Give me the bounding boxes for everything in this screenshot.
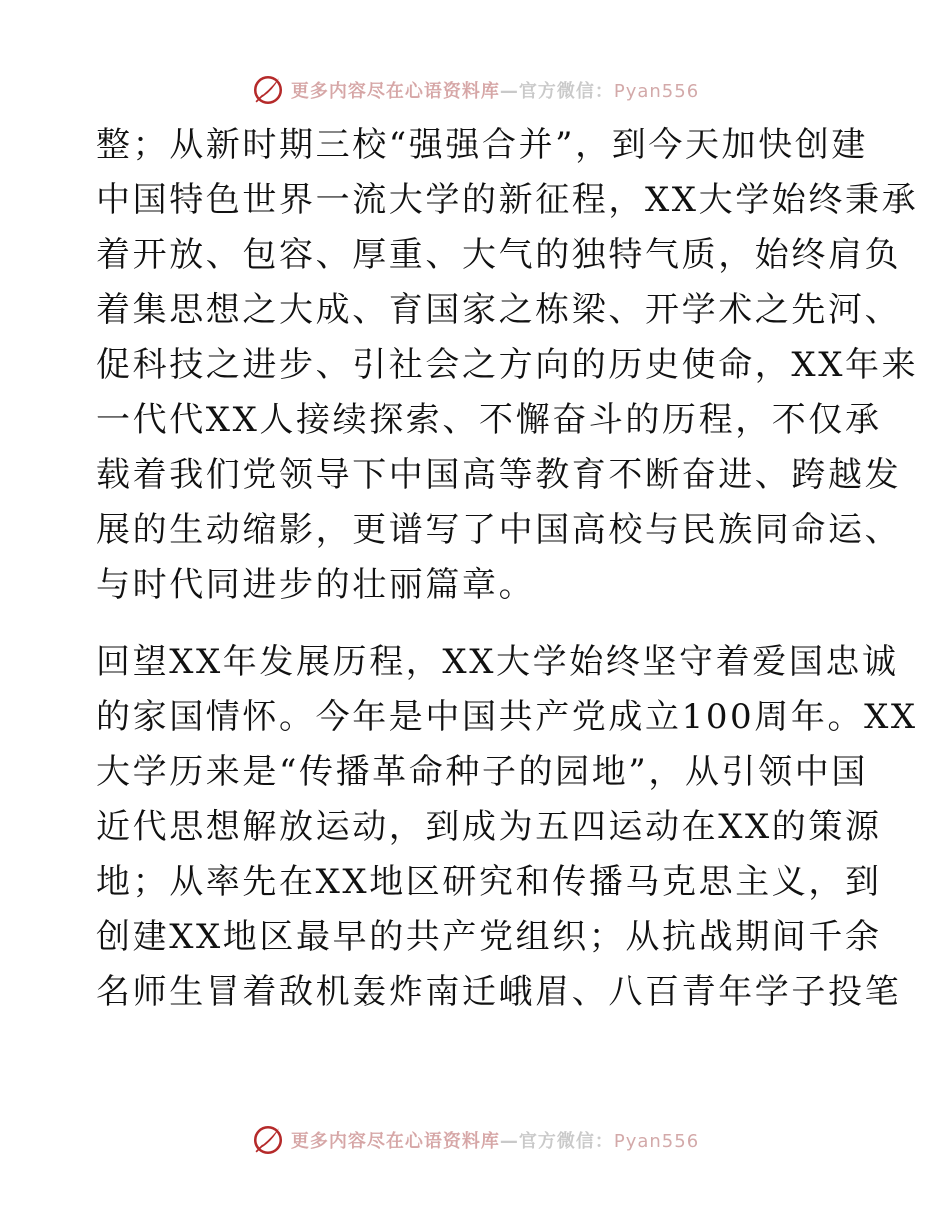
text-line: 的家国情怀。今年是中国共产党成立100周年。XX xyxy=(96,697,918,737)
paragraph-gap xyxy=(96,613,866,635)
text-line: 载着我们党领导下中国高等教育不断奋进、跨越发 xyxy=(96,455,902,495)
text-line: 回望XX年发展历程，XX大学始终坚守着爱国忠诚 xyxy=(96,642,899,682)
header-wechat-label: 官方微信： xyxy=(518,81,614,102)
text-line: 大学历来是“传播革命种子的园地”，从引领中国 xyxy=(96,752,868,792)
text-line: 中国特色世界一流大学的新征程，XX大学始终秉承 xyxy=(96,180,919,220)
text-line: 着集思想之大成、育国家之栋梁、开学术之先河、 xyxy=(96,290,902,330)
document-body xyxy=(96,118,919,1020)
header-wechat-id: Pyan556 xyxy=(613,81,700,102)
quill-logo-icon xyxy=(251,73,285,107)
footer-brand-text: 更多内容尽在心语资料库 xyxy=(290,1131,500,1152)
footer-banner-text xyxy=(291,1127,699,1153)
text-line: 名师生冒着敌机轰炸南迁峨眉、八百青年学子投笔 xyxy=(96,972,902,1012)
text-line: 着开放、包容、厚重、大气的独特气质，始终肩负 xyxy=(96,235,902,275)
paragraph-1 xyxy=(96,118,919,613)
footer-wechat-label: 官方微信： xyxy=(518,1131,614,1152)
footer-wechat-id: Pyan556 xyxy=(613,1131,700,1152)
paragraph-2 xyxy=(96,635,918,1020)
header-separator: — xyxy=(499,81,519,102)
quill-logo-icon xyxy=(251,1123,285,1157)
text-line: 与时代同进步的壮丽篇章。 xyxy=(96,565,536,605)
text-line: 促科技之进步、引社会之方向的历史使命，XX年来 xyxy=(96,345,919,385)
header-brand-text: 更多内容尽在心语资料库 xyxy=(290,81,500,102)
text-line: 创建XX地区最早的共产党组织；从抗战期间千余 xyxy=(96,917,882,957)
text-line: 近代思想解放运动，到成为五四运动在XX的策源 xyxy=(96,807,882,847)
footer-banner xyxy=(0,1120,950,1160)
footer-separator: — xyxy=(499,1131,519,1152)
text-line: 地；从率先在XX地区研究和传播马克思主义，到 xyxy=(96,862,882,902)
header-banner-text xyxy=(291,77,699,103)
text-line: 整；从新时期三校“强强合并”，到今天加快创建 xyxy=(96,125,868,165)
header-banner xyxy=(0,70,950,110)
text-line: 展的生动缩影，更谱写了中国高校与民族同命运、 xyxy=(96,510,902,550)
text-line: 一代代XX人接续探索、不懈奋斗的历程，不仅承 xyxy=(96,400,882,440)
